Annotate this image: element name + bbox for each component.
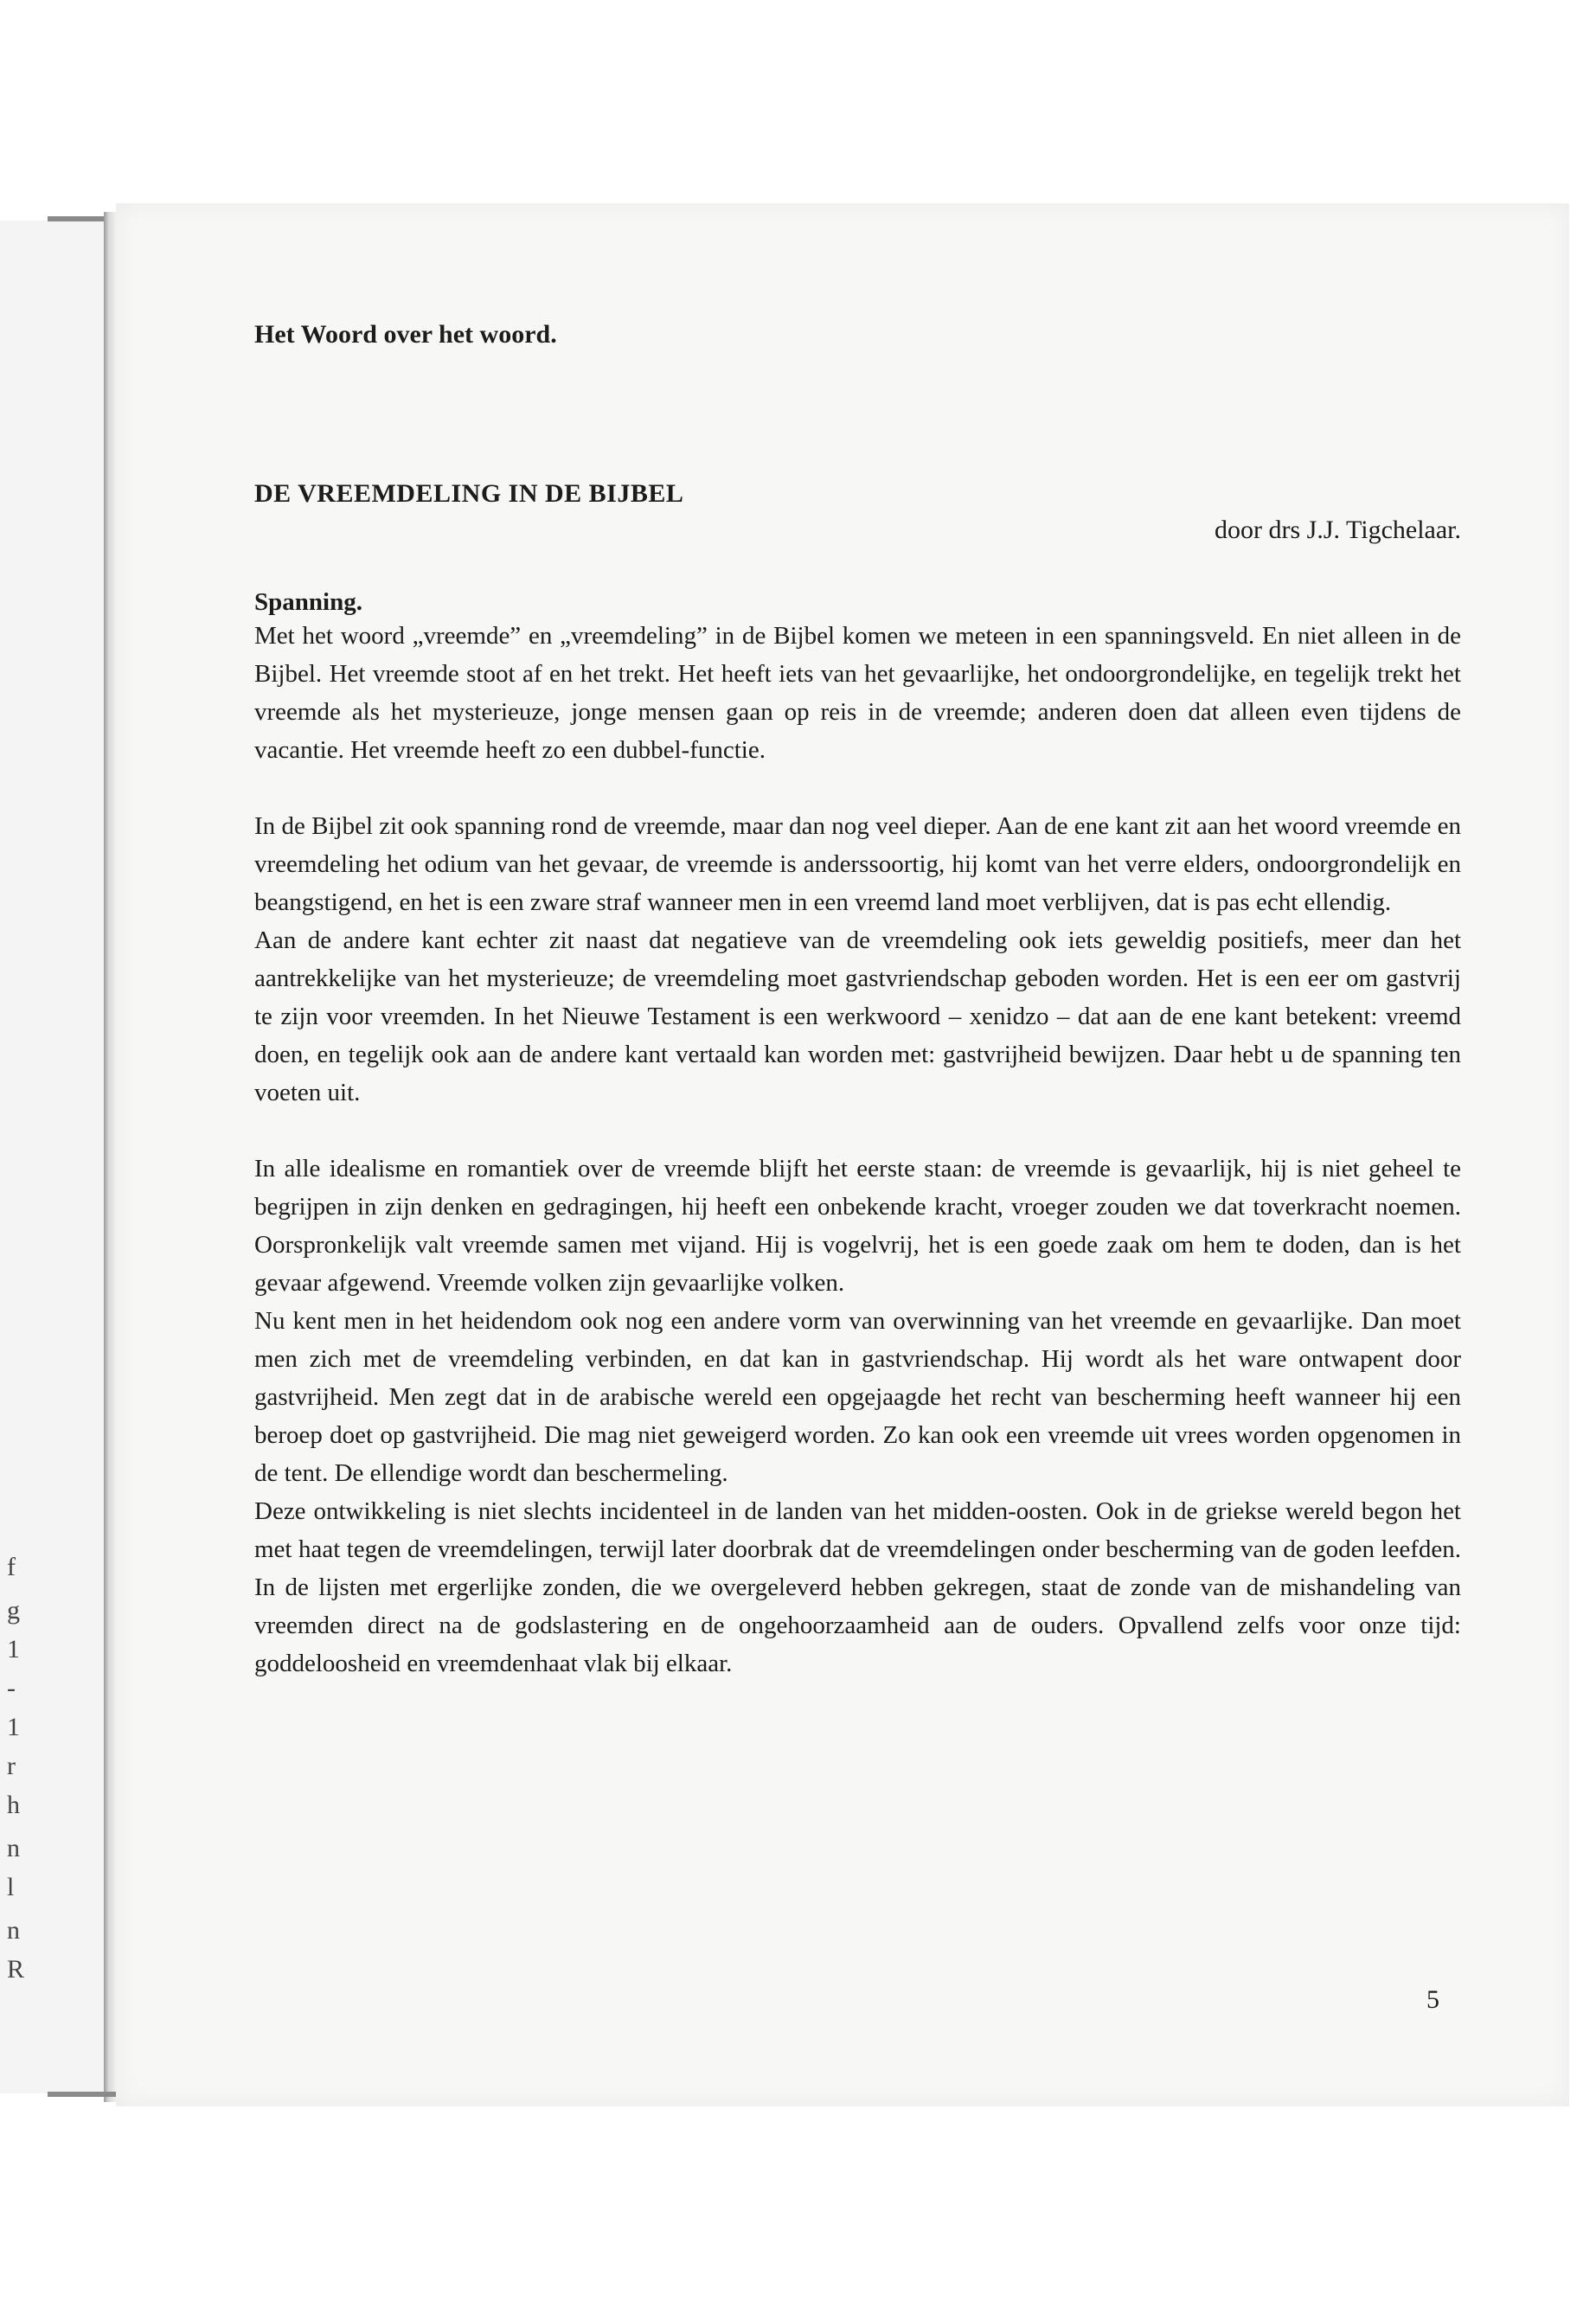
book-binding (104, 212, 116, 2102)
article-title: DE VREEMDELING IN DE BIJBEL (254, 479, 684, 508)
paragraph: In de Bijbel zit ook spanning rond de vreemde, maar dan nog veel dieper. Aan de ene kant zit aan het woord vreemde en vreemdeling het odium van het gevaar, de vreemde is anderssoortig, hij komt van het verre elders, ondoorgrondelijk en beangstigend, en het is een zware straf wanneer men in een vreemd land moet verblijven, dat is pas echt ellendig. (254, 812, 1461, 916)
left-page-edge (0, 221, 114, 2093)
edge-letter: h (7, 1791, 20, 1819)
paragraph: Aan de andere kant echter zit naast dat negatieve van de vreemdeling ook iets geweldig positiefs, meer dan het aantrekkelijke van het mysterieuze; de vreemdeling moet gastvriendschap geboden worden. Het is een eer om gastvrij te zijn voor vreemden. In het Nieuwe Testament is een werkwoord – xenidzo – dat aan de ene kant betekent: vreemd doen, en tegelijk ook aan de andere kant vertaald kan worden met: gastvrijheid bewijzen. Daar hebt u de spanning ten voeten uit. (254, 926, 1461, 1106)
book-page (116, 203, 1569, 2106)
edge-letter: l (7, 1873, 15, 1901)
paragraph: In alle idealisme en romantiek over de vreemde blijft het eerste staan: de vreemde is gevaarlijk, hij is niet geheel te begrijpen in zijn denken en gedragingen, hij heeft een onbekende kracht, vroeger zouden we dat toverkracht noemen. Oorspronkelijk valt vreemde samen met vijand. Hij is vogelvrij, het is een goede zaak om hem te doden, dan is het gevaar afgewend. Vreemde volken zijn gevaarlijke volken. (254, 1155, 1461, 1297)
edge-letter: f (7, 1553, 16, 1581)
edge-letter: R (7, 1955, 25, 1984)
edge-letter: g (7, 1596, 20, 1625)
paragraph: Nu kent men in het heidendom ook nog een andere vorm van overwinning van het vreemde en gevaarlijke. Dan moet men zich met de vreemdeling verbinden, en dat kan in gastvriendschap. Hij wordt als het ware ontwapent door gastvrijheid. Men zegt dat in de arabische wereld een opgejaagde het recht van bescherming heeft wanneer hij een beroep doet op gastvrijheid. Die mag niet geweigerd worden. Zo kan ook een vreemde uit vrees worden opgenomen in de tent. De ellendige wordt dan beschermeling. (254, 1307, 1461, 1487)
paragraph: Deze ontwikkeling is niet slechts incidenteel in de landen van het midden-oosten. Ook in de griekse wereld begon het met haat tegen de vreemdelingen, terwijl later doorbrak dat de vreemdelingen onder bescherming van de goden leefden. In de lijsten met ergerlijke zonden, die we overgeleverd hebben gekregen, staat de zonde van de mishandeling van vreemden direct na de godslastering en de ongehoorzaamheid aan de ouders. Opvallend zelfs voor onze tijd: goddeloosheid en vreemdenhaat vlak bij elkaar. (254, 1497, 1461, 1677)
article-author: door drs J.J. Tigchelaar. (1215, 516, 1461, 544)
edge-letter: - (7, 1674, 16, 1702)
section-title: Spanning. (254, 588, 362, 616)
edge-letter: r (7, 1752, 16, 1780)
edge-letter: 1 (7, 1635, 20, 1663)
series-title: Het Woord over het woord. (254, 320, 557, 349)
page-content (254, 320, 1461, 1682)
edge-letter: n (7, 1834, 20, 1862)
edge-letter: n (7, 1916, 20, 1945)
edge-letter: 1 (7, 1713, 20, 1741)
paragraph: Met het woord „vreemde” en „vreemdeling” in de Bijbel komen we meteen in een spanningsveld. En niet alleen in de Bijbel. Het vreemde stoot af en het trekt. Het heeft iets van het gevaarlijke, het ondoorgrondelijke, en tegelijk trekt het vreemde als het mysterieuze, jonge mensen gaan op reis in de vreemde; anderen doen dat alleen even tijdens de vacantie. Het vreemde heeft zo een dubbel-functie. (254, 622, 1461, 764)
page-number: 5 (1426, 1985, 1439, 2014)
